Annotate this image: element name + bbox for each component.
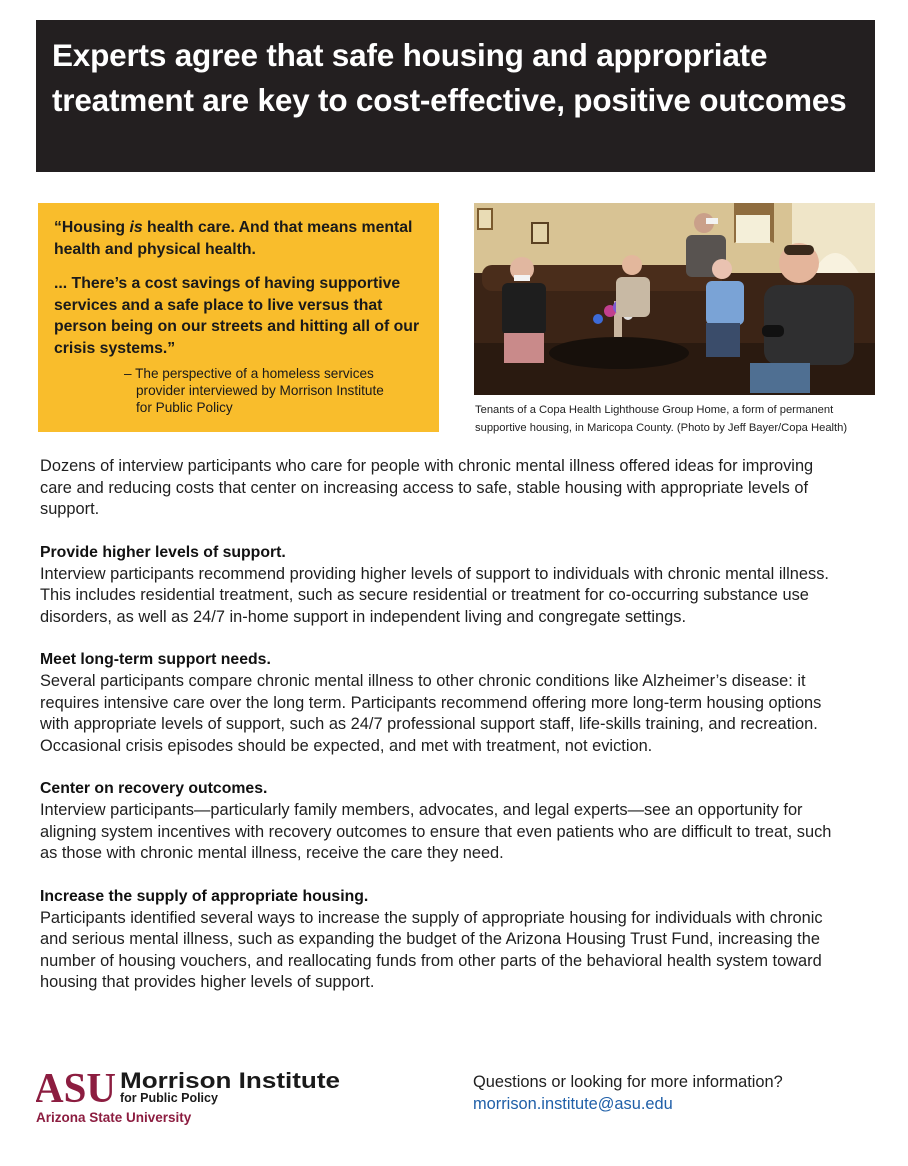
section-body: Interview participants—particularly family members, advocates, and legal experts—see an opportunity for aligning system incentives with recovery outcomes to ensure that even patients who are difficult to treat, such as those with chronic mental illness, receive the care they need.	[40, 801, 832, 862]
logo-name: Morrison Institute	[120, 1068, 340, 1093]
page-title: Experts agree that safe housing and appropriate treatment are key to cost-effective, positive outcomes	[52, 37, 847, 118]
tenants-photo	[474, 203, 875, 395]
section-heading: Meet long-term support needs.	[40, 651, 271, 668]
quote-attribution: – The perspective of a homeless services provider interviewed by Morrison Institute for Public Policy	[124, 366, 384, 415]
logo-subtitle: for Public Policy	[120, 1091, 218, 1105]
section-housing-supply	[40, 886, 840, 994]
intro-paragraph: Dozens of interview participants who care for people with chronic mental illness offered ideas for improving care and reducing costs that center on increasing access to safe, stable housing with appropriate levels of support.	[40, 457, 814, 518]
main-body	[40, 456, 840, 994]
section-body: Interview participants recommend providing higher levels of support to individuals with chronic mental illness. This includes residential treatment, such as secure residential or treatment for co-occurring substance use disorders, as well as 24/7 in-home support in independent living and congregate settings.	[40, 564, 829, 626]
section-body: Several participants compare chronic mental illness to other chronic conditions like Alzheimer’s disease: it requires intensive care over the long term. Participants recommend offering more long-term housing options with appropriate levels of support, such as 24/7 professional support staff, life-skills training, and recreation. Occasional crisis episodes should be expected, and met with treatment, not eviction.	[40, 672, 822, 755]
section-long-term-needs	[40, 649, 840, 757]
contact-email-link[interactable]: morrison.institute@asu.edu	[473, 1095, 673, 1113]
quote-line-1: “Housing is health care. And that means mental health and physical health.	[54, 219, 413, 258]
section-heading: Center on recovery outcomes.	[40, 780, 268, 797]
quote-box	[38, 203, 439, 432]
section-heading: Increase the supply of appropriate housing.	[40, 887, 369, 905]
photo-caption: Tenants of a Copa Health Lighthouse Group Home, a form of permanent supportive housing, in Maricopa County. (Photo by Jeff Bayer/Copa Health)	[475, 404, 848, 434]
contact-question: Questions or looking for more information?	[473, 1073, 783, 1091]
section-heading: Provide higher levels of support.	[40, 543, 286, 561]
section-recovery-outcomes	[40, 778, 840, 865]
morrison-institute-logo	[36, 1066, 356, 1130]
header-banner	[36, 20, 875, 172]
section-body: Participants identified several ways to increase the supply of appropriate housing for individuals with chronic and serious mental illness, such as expanding the budget of the Arizona Housing Trust Fund, increasing the number of housing vouchers, and reallocating funds from other parts of the behavioral health system toward housing that provides higher levels of support.	[40, 908, 823, 991]
logo-university: Arizona State University	[36, 1110, 192, 1125]
section-higher-support	[40, 542, 840, 629]
asu-logo-mark: ASU	[36, 1066, 116, 1112]
quote-line-2: ... There’s a cost savings of having supportive services and a safe place to live versus that person being on our streets and hitting all of our crisis systems.”	[54, 275, 420, 357]
contact-block	[473, 1071, 783, 1115]
